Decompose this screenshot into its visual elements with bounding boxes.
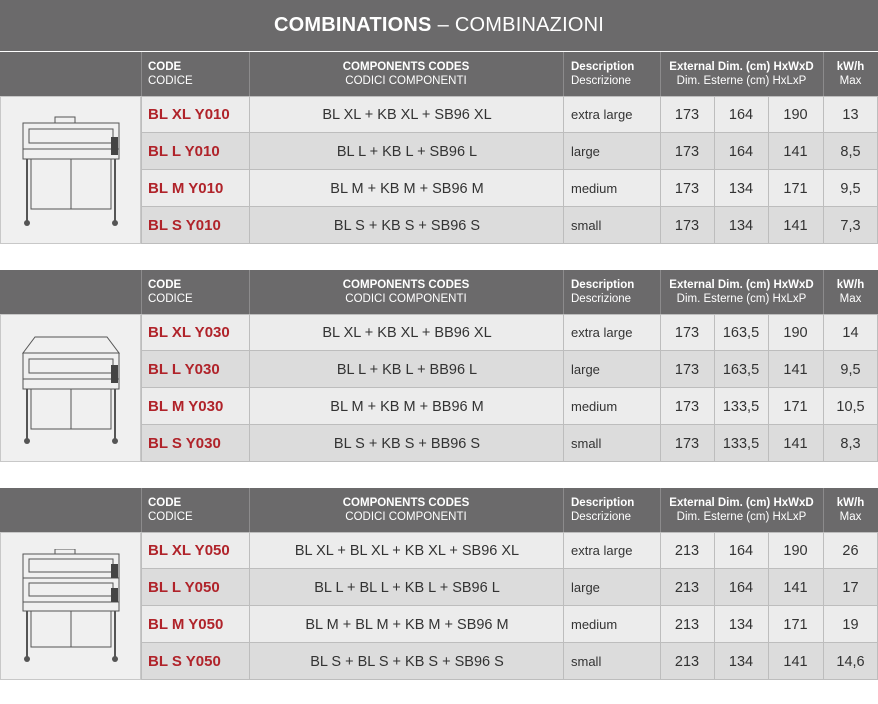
value-h: 213 [674, 579, 700, 596]
component-codes: BL M + BL M + KB M + SB96 M [305, 616, 509, 633]
header-dim-en: External Dim. (cm) HxWxD [669, 279, 814, 291]
cell-divider [249, 532, 250, 569]
cell-divider [768, 207, 769, 244]
table-row [141, 643, 878, 680]
value-d: 141 [783, 435, 808, 452]
header-dim-it: Dim. Esterne (cm) HxLxP [676, 75, 807, 87]
cell-divider [714, 133, 715, 170]
cell-divider [768, 351, 769, 388]
component-codes: BL S + KB S + BB96 S [333, 435, 481, 452]
row-top-border [141, 532, 878, 533]
cell-divider [563, 532, 564, 569]
header-divider [249, 270, 250, 314]
header-dim [660, 270, 823, 314]
cell-divider [660, 314, 661, 351]
header-desc-it: Descrizione [571, 511, 632, 523]
cell-divider [660, 569, 661, 606]
cell-divider [249, 207, 250, 244]
cell-divider [660, 643, 661, 680]
cell-divider [823, 532, 824, 569]
component-codes: BL L + KB L + BB96 L [336, 361, 478, 378]
product-image [0, 314, 141, 462]
value-w: 164 [728, 579, 754, 596]
component-codes: BL S + KB S + SB96 S [333, 217, 481, 234]
description: extra large [571, 107, 633, 122]
cell-divider [660, 351, 661, 388]
cell-divider [141, 643, 142, 680]
combination-table-3 [0, 488, 878, 680]
row-bottom-border [141, 461, 878, 462]
header-divider [823, 270, 824, 314]
value-w: 163,5 [722, 361, 760, 378]
cell-divider [563, 314, 564, 351]
value-h: 173 [674, 180, 700, 197]
header-desc-it: Descrizione [571, 75, 632, 87]
cell-divider [249, 569, 250, 606]
value-d: 141 [783, 143, 808, 160]
cell-divider [714, 388, 715, 425]
value-w: 134 [728, 653, 754, 670]
cell-divider [714, 643, 715, 680]
header-desc [571, 52, 668, 96]
product-image [0, 532, 141, 680]
header-code [148, 52, 256, 96]
product-code: BL M Y010 [148, 180, 224, 197]
cell-divider [660, 606, 661, 643]
header-divider [660, 52, 661, 96]
cell-divider [768, 643, 769, 680]
cell-divider [714, 606, 715, 643]
row-bottom-border [141, 243, 878, 244]
value-kw: 8,3 [840, 435, 861, 452]
cell-divider [249, 133, 250, 170]
value-d: 141 [783, 579, 808, 596]
cell-divider [714, 314, 715, 351]
component-codes: BL L + BL L + KB L + SB96 L [314, 579, 500, 596]
value-kw: 7,3 [840, 217, 861, 234]
header-code-it: CODICE [148, 75, 193, 87]
cell-divider [768, 314, 769, 351]
value-w: 164 [728, 106, 754, 123]
header-comp-it: CODICI COMPONENTI [345, 511, 467, 523]
product-code: BL M Y030 [148, 398, 224, 415]
header-kw-en: kW/h [836, 279, 865, 291]
value-d: 171 [783, 398, 808, 415]
value-kw: 26 [842, 542, 859, 559]
cell-divider [823, 207, 824, 244]
table-row [141, 351, 878, 388]
table-row [141, 170, 878, 207]
description: extra large [571, 543, 633, 558]
oven-drawing-icon [19, 113, 123, 231]
cell-divider [563, 207, 564, 244]
header-code-en: CODE [148, 279, 182, 291]
table-row [141, 425, 878, 462]
cell-divider [660, 133, 661, 170]
table-row [141, 569, 878, 606]
cell-divider [141, 133, 142, 170]
header-code-en: CODE [148, 497, 182, 509]
cell-divider [714, 96, 715, 133]
value-w: 133,5 [722, 435, 760, 452]
cell-divider [249, 351, 250, 388]
cell-divider [563, 170, 564, 207]
header-code-it: CODICE [148, 293, 193, 305]
header-comp-en: COMPONENTS CODES [342, 497, 470, 509]
value-h: 213 [674, 653, 700, 670]
value-d: 141 [783, 653, 808, 670]
header-divider [141, 270, 142, 314]
cell-divider [823, 606, 824, 643]
description: large [571, 144, 600, 159]
header-kw [823, 52, 878, 96]
table-row [141, 532, 878, 569]
header-comp-it: CODICI COMPONENTI [345, 75, 467, 87]
cell-divider [249, 96, 250, 133]
cell-divider [768, 569, 769, 606]
component-codes: BL S + BL S + KB S + SB96 S [310, 653, 504, 670]
cell-divider [141, 351, 142, 388]
value-d: 190 [783, 324, 808, 341]
cell-divider [823, 133, 824, 170]
header-desc [571, 270, 668, 314]
cell-divider [823, 425, 824, 462]
value-w: 164 [728, 143, 754, 160]
value-h: 173 [674, 398, 700, 415]
value-d: 171 [783, 180, 808, 197]
description: large [571, 580, 600, 595]
cell-divider [714, 351, 715, 388]
product-code: BL XL Y030 [148, 324, 230, 341]
cell-divider [141, 207, 142, 244]
oven-drawing-icon [19, 549, 123, 667]
row-top-border [141, 96, 878, 97]
value-kw: 17 [842, 579, 859, 596]
header-desc-it: Descrizione [571, 293, 632, 305]
cell-divider [563, 569, 564, 606]
header-desc-en: Description [571, 497, 635, 509]
cell-divider [563, 96, 564, 133]
value-kw: 19 [842, 616, 859, 633]
description: medium [571, 399, 618, 414]
value-h: 173 [674, 435, 700, 452]
header-divider [141, 488, 142, 532]
value-kw: 9,5 [840, 180, 861, 197]
value-w: 133,5 [722, 398, 760, 415]
cell-divider [141, 425, 142, 462]
header-dim [660, 52, 823, 96]
header-dim-it: Dim. Esterne (cm) HxLxP [676, 511, 807, 523]
cell-divider [768, 532, 769, 569]
description: small [571, 436, 602, 451]
cell-divider [141, 388, 142, 425]
cell-divider [249, 388, 250, 425]
description: large [571, 362, 600, 377]
cell-divider [823, 314, 824, 351]
product-code: BL L Y010 [148, 143, 220, 160]
header-code [148, 488, 256, 532]
header-desc-en: Description [571, 61, 635, 73]
cell-divider [768, 133, 769, 170]
cell-divider [563, 133, 564, 170]
header-comp [249, 488, 563, 532]
cell-divider [563, 388, 564, 425]
cell-divider [823, 170, 824, 207]
cell-divider [823, 643, 824, 680]
header-divider [141, 52, 142, 96]
product-code: BL XL Y010 [148, 106, 230, 123]
cell-divider [660, 170, 661, 207]
value-w: 164 [728, 542, 754, 559]
cell-divider [823, 569, 824, 606]
cell-divider [714, 425, 715, 462]
header-kw-en: kW/h [836, 497, 865, 509]
value-h: 173 [674, 361, 700, 378]
table-header [0, 270, 878, 314]
header-divider [660, 270, 661, 314]
header-comp-en: COMPONENTS CODES [342, 279, 470, 291]
cell-divider [768, 606, 769, 643]
cell-divider [660, 207, 661, 244]
product-code: BL L Y050 [148, 579, 220, 596]
table-row [141, 207, 878, 244]
value-h: 213 [674, 542, 700, 559]
combination-table-2 [0, 270, 878, 462]
cell-divider [141, 606, 142, 643]
cell-divider [563, 425, 564, 462]
cell-divider [660, 96, 661, 133]
cell-divider [141, 532, 142, 569]
header-comp [249, 270, 563, 314]
header-code-en: CODE [148, 61, 182, 73]
component-codes: BL XL + KB XL + SB96 XL [322, 106, 492, 123]
header-kw-it: Max [839, 75, 862, 87]
header-dim [660, 488, 823, 532]
title-en: COMBINATIONS [274, 14, 432, 36]
header-divider [823, 488, 824, 532]
cell-divider [563, 606, 564, 643]
cell-divider [768, 96, 769, 133]
table-row [141, 314, 878, 351]
cell-divider [714, 569, 715, 606]
title-separator: – [437, 14, 449, 36]
title-it: COMBINAZIONI [454, 14, 604, 36]
component-codes: BL XL + KB XL + BB96 XL [322, 324, 492, 341]
header-dim-en: External Dim. (cm) HxWxD [669, 61, 814, 73]
row-top-border [141, 314, 878, 315]
cell-divider [714, 207, 715, 244]
value-kw: 13 [842, 106, 859, 123]
description: medium [571, 617, 618, 632]
cell-divider [823, 351, 824, 388]
value-kw: 14 [842, 324, 859, 341]
component-codes: BL L + KB L + SB96 L [336, 143, 478, 160]
value-w: 163,5 [722, 324, 760, 341]
value-h: 173 [674, 324, 700, 341]
cell-divider [249, 170, 250, 207]
header-comp-it: CODICI COMPONENTI [345, 293, 467, 305]
description: medium [571, 181, 618, 196]
value-h: 173 [674, 106, 700, 123]
product-code: BL XL Y050 [148, 542, 230, 559]
value-kw: 8,5 [840, 143, 861, 160]
value-kw: 9,5 [840, 361, 861, 378]
header-kw [823, 488, 878, 532]
header-divider [563, 270, 564, 314]
cell-divider [249, 314, 250, 351]
product-code: BL S Y010 [148, 217, 221, 234]
header-kw [823, 270, 878, 314]
table-row [141, 133, 878, 170]
header-code-it: CODICE [148, 511, 193, 523]
cell-divider [660, 425, 661, 462]
header-divider [823, 52, 824, 96]
header-kw-en: kW/h [836, 61, 865, 73]
value-h: 173 [674, 217, 700, 234]
header-kw-it: Max [839, 293, 862, 305]
oven-drawing-icon [19, 331, 123, 449]
value-d: 190 [783, 542, 808, 559]
combination-table-1 [0, 52, 878, 244]
header-divider [563, 52, 564, 96]
cell-divider [768, 388, 769, 425]
product-image [0, 96, 141, 244]
cell-divider [141, 96, 142, 133]
cell-divider [141, 170, 142, 207]
header-dim-en: External Dim. (cm) HxWxD [669, 497, 814, 509]
page-title [0, 0, 878, 51]
value-kw: 10,5 [836, 398, 865, 415]
component-codes: BL XL + BL XL + KB XL + SB96 XL [294, 542, 520, 559]
value-kw: 14,6 [836, 653, 865, 670]
value-d: 141 [783, 217, 808, 234]
description: extra large [571, 325, 633, 340]
table-header [0, 488, 878, 532]
component-codes: BL M + KB M + SB96 M [330, 180, 484, 197]
header-divider [660, 488, 661, 532]
product-code: BL M Y050 [148, 616, 224, 633]
cell-divider [823, 96, 824, 133]
cell-divider [141, 569, 142, 606]
product-code: BL S Y030 [148, 435, 221, 452]
cell-divider [660, 532, 661, 569]
cell-divider [141, 314, 142, 351]
table-row [141, 606, 878, 643]
header-desc [571, 488, 668, 532]
table-header [0, 52, 878, 96]
cell-divider [249, 606, 250, 643]
component-codes: BL M + KB M + BB96 M [330, 398, 484, 415]
header-divider [249, 488, 250, 532]
value-d: 171 [783, 616, 808, 633]
description: small [571, 218, 602, 233]
header-comp [249, 52, 563, 96]
cell-divider [249, 643, 250, 680]
cell-divider [714, 170, 715, 207]
value-w: 134 [728, 180, 754, 197]
value-h: 213 [674, 616, 700, 633]
cell-divider [563, 643, 564, 680]
cell-divider [823, 388, 824, 425]
header-desc-en: Description [571, 279, 635, 291]
description: small [571, 654, 602, 669]
cell-divider [563, 351, 564, 388]
value-d: 141 [783, 361, 808, 378]
header-comp-en: COMPONENTS CODES [342, 61, 470, 73]
product-code: BL L Y030 [148, 361, 220, 378]
header-code [148, 270, 256, 314]
cell-divider [249, 425, 250, 462]
value-w: 134 [728, 217, 754, 234]
cell-divider [768, 170, 769, 207]
table-row [141, 96, 878, 133]
header-divider [563, 488, 564, 532]
cell-divider [660, 388, 661, 425]
value-h: 173 [674, 143, 700, 160]
cell-divider [714, 532, 715, 569]
header-kw-it: Max [839, 511, 862, 523]
header-dim-it: Dim. Esterne (cm) HxLxP [676, 293, 807, 305]
product-code: BL S Y050 [148, 653, 221, 670]
table-row [141, 388, 878, 425]
header-divider [249, 52, 250, 96]
cell-divider [768, 425, 769, 462]
row-bottom-border [141, 679, 878, 680]
value-d: 190 [783, 106, 808, 123]
value-w: 134 [728, 616, 754, 633]
